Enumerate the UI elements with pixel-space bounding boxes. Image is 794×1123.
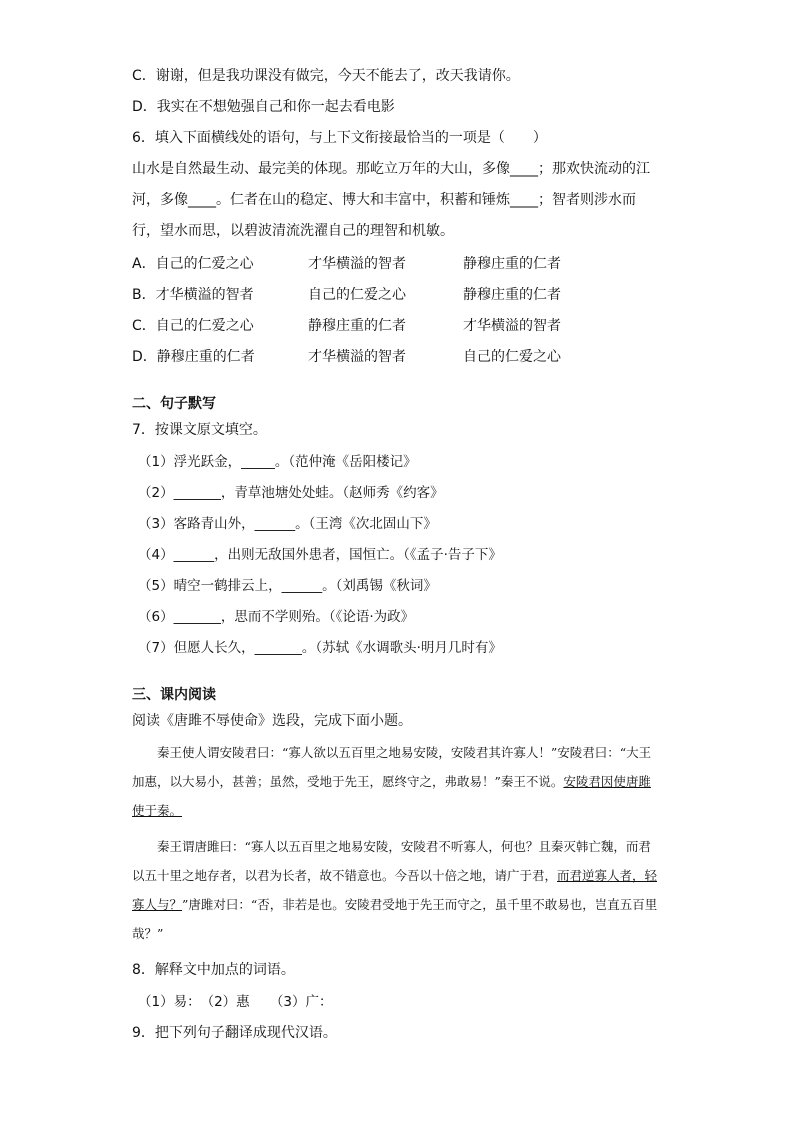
passage-text: 秦王使人谓安陵君曰：“寡人欲以五百里之地易安陵，安陵君其许寡人！”安陵君曰：“大王加惠，以大易小，甚善；虽然，受地于先王，愿终守之，弗敢易！”秦王不说。 — [132, 745, 652, 789]
option-cell: B．才华横溢的智者 — [132, 287, 254, 303]
q8-stem: 8．解释文中加点的词语。 — [132, 962, 295, 978]
q7-item-4: （4）______，出则无敌国外患者，国恒亡。（《孟子·告子下》 — [138, 547, 502, 563]
q8-items: （1）易： （2）惠 （3）广： — [138, 994, 333, 1010]
section-heading-dictation: 二、句子默写 — [132, 396, 216, 412]
passage-text: 秦王谓唐雎曰：“寡人以五百里之地易安陵，安陵君不听寡人，何也？且秦灭韩亡魏，而君以五十里之地存者，以君为长者，故不错意也。今吾以十倍之地，请广于君， — [132, 839, 651, 883]
section-heading-reading: 三、课内阅读 — [132, 687, 216, 703]
option-cell: 才华横溢的智者 — [308, 349, 406, 365]
option-cell: A．自己的仁爱之心 — [132, 256, 254, 272]
q6-stem: 6．填入下面横线处的语句，与上下文衔接最恰当的一项是（ ） — [132, 130, 547, 146]
underlined-sentence: 安陵君因使唐雎使于秦。 — [132, 774, 651, 818]
q6-option-d — [132, 347, 561, 367]
q6-option-a — [132, 254, 561, 274]
passage-text: ”唐雎对曰：“否，非若是也。安陵君受地于先王而守之，虽千里不敢易也，岂直五百里哉？” — [132, 897, 658, 941]
classical-passage-2 — [132, 832, 662, 948]
option-cell: 静穆庄重的仁者 — [308, 318, 406, 334]
q6-option-b — [132, 285, 561, 305]
option-cell: D．静穆庄重的仁者 — [132, 349, 255, 365]
option-cell: 自己的仁爱之心 — [308, 287, 406, 303]
option-cell: C．自己的仁爱之心 — [132, 318, 254, 334]
q7-item-2: （2）_______，青草池塘处处蛙。（赵师秀《约客》 — [138, 485, 444, 501]
option-cell: 才华横溢的智者 — [308, 256, 406, 272]
q5-option-c: C．谢谢，但是我功课没有做完，今天不能去了，改天我请你。 — [132, 68, 520, 84]
classical-passage-1 — [132, 738, 662, 825]
reading-intro: 阅读《唐雎不辱使命》选段，完成下面小题。 — [132, 713, 412, 729]
q7-item-7: （7）但愿人长久，_______。（苏轼《水调歌头·明月几时有》 — [138, 640, 502, 656]
underlined-sentence: 而君逆寡人者，轻寡人与？ — [132, 868, 658, 912]
q6-passage: 山水是自然最生动、最完美的体现。那屹立万年的大山，多像____；那欢快流动的江河，多像____。仁者在山的稳定、博大和丰富中，积蓄和锤炼____；智者则涉水而行，望水而思，以碧波清流洗濯自己的理智和机敏。 — [132, 161, 650, 239]
q7-item-1: （1）浮光跃金，_____。（范仲淹《岳阳楼记》 — [138, 454, 417, 470]
q5-option-d: D．我实在不想勉强自己和你一起去看电影 — [132, 99, 395, 115]
q7-stem: 7．按课文原文填空。 — [132, 422, 267, 438]
q6-option-c — [132, 316, 561, 336]
option-cell: 静穆庄重的仁者 — [463, 287, 561, 303]
q7-item-5: （5）晴空一鹤排云上，______。（刘禹锡《秋词》 — [138, 578, 437, 594]
q9-stem: 9．把下列句子翻译成现代汉语。 — [132, 1025, 337, 1041]
option-cell: 自己的仁爱之心 — [463, 349, 561, 365]
q7-item-6: （6）_______，思而不学则殆。（《论语·为政》 — [138, 609, 415, 625]
q7-item-3: （3）客路青山外，______。（王湾《次北固山下》 — [138, 516, 437, 532]
option-cell: 静穆庄重的仁者 — [463, 256, 561, 272]
option-cell: 才华横溢的智者 — [463, 318, 561, 334]
